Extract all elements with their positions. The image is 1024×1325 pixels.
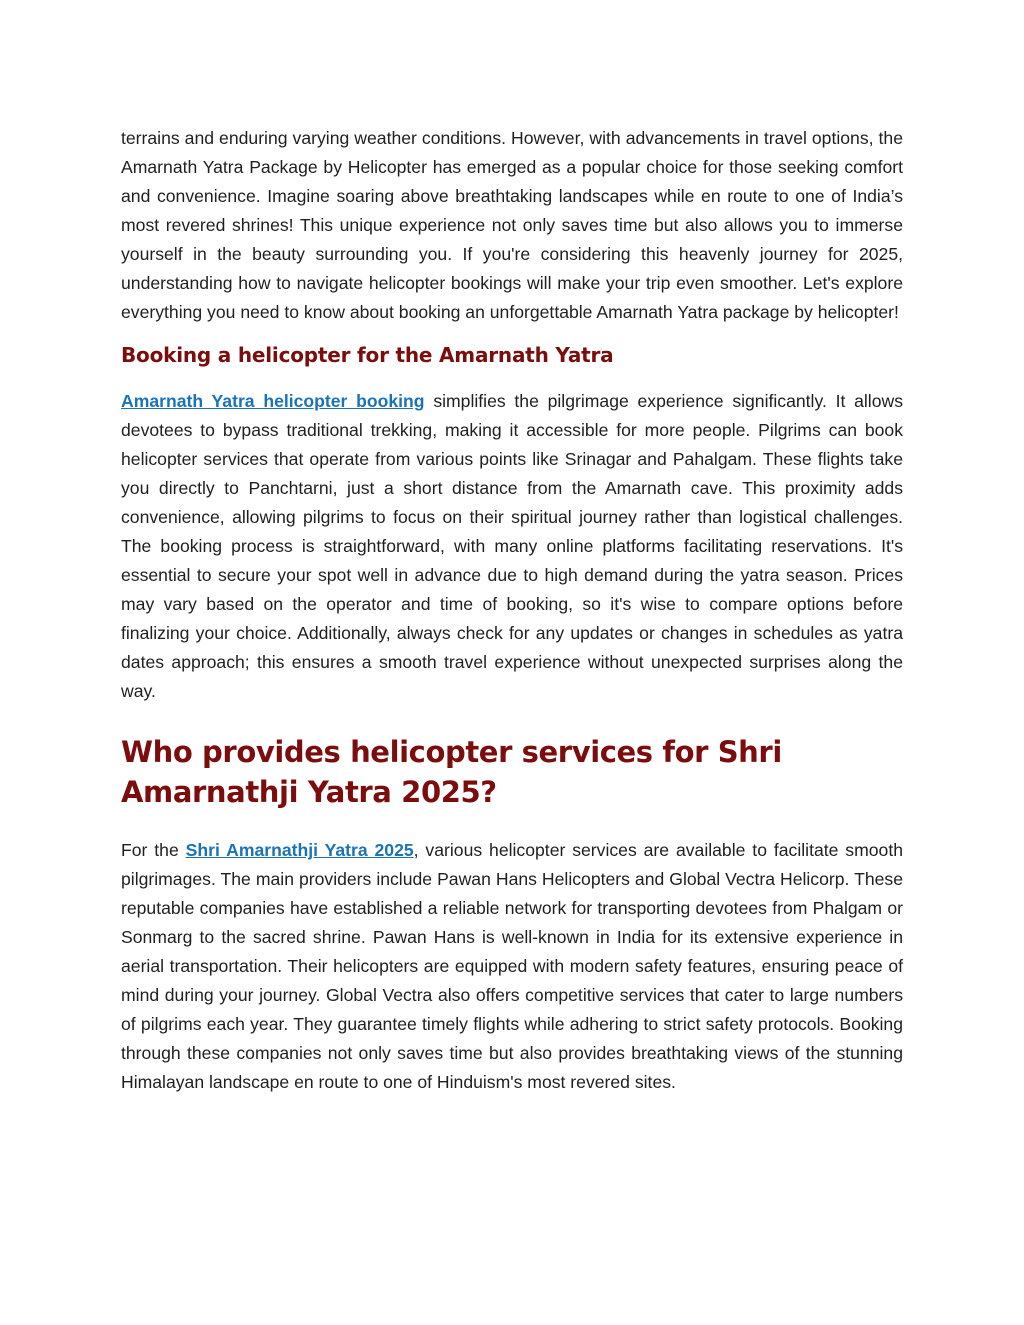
- intro-text: terrains and enduring varying weather conditions. However, with advancements in travel options, the Amarnath Yatra Package by Helicopter has emerged as a popular choice for those seeking comfort and convenience. Imagine soaring above breathtaking landscapes while en route to one of India’s most revered shrines! This unique experience not only saves time but also allows you to immerse yourself in the beauty surrounding you. If you're considering this heavenly journey for 2025, understanding how to navigate helicopter bookings will make your trip even smoother. Let's explore everything you need to know about booking an unforgettable Amarnath Yatra package by helicopter!: [121, 128, 903, 322]
- providers-text-after: , various helicopter services are available to facilitate smooth pilgrimages. The main providers include Pawan Hans Helicopters and Global Vectra Helicorp. These reputable companies have established a reliable network for transporting devotees from Phalgam or Sonmarg to the sacred shrine. Pawan Hans is well-known in India for its extensive experience in aerial transportation. Their helicopters are equipped with modern safety features, ensuring peace of mind during your journey. Global Vectra also offers competitive services that cater to large numbers of pilgrims each year. They guarantee timely flights while adhering to strict safety protocols. Booking through these companies not only saves time but also provides breathtaking views of the stunning Himalayan landscape en route to one of Hinduism's most revered sites.: [121, 840, 903, 1092]
- providers-text-before: For the: [121, 840, 179, 860]
- providers-paragraph: [121, 836, 903, 1097]
- amarnath-helicopter-booking-link[interactable]: Amarnath Yatra helicopter booking: [121, 391, 425, 411]
- booking-text: simplifies the pilgrimage experience significantly. It allows devotees to bypass traditional trekking, making it accessible for more people. Pilgrims can book helicopter services that operate from various points like Srinagar and Pahalgam. These flights take you directly to Panchtarni, just a short distance from the Amarnath cave. This proximity adds convenience, allowing pilgrims to focus on their spiritual journey rather than logistical challenges. The booking process is straightforward, with many online platforms facilitating reservations. It's essential to secure your spot well in advance due to high demand during the yatra season. Prices may vary based on the operator and time of booking, so it's wise to compare options before finalizing your choice. Additionally, always check for any updates or changes in schedules as yatra dates approach; this ensures a smooth travel experience without unexpected surprises along the way.: [121, 391, 903, 701]
- shri-amarnathji-yatra-link[interactable]: Shri Amarnathji Yatra 2025: [185, 840, 414, 860]
- providers-heading: Who provides helicopter services for Shri Amarnathji Yatra 2025?: [121, 735, 782, 809]
- document-page: [121, 124, 903, 1097]
- booking-heading: Booking a helicopter for the Amarnath Yatra: [121, 343, 614, 367]
- booking-paragraph: [121, 387, 903, 706]
- intro-paragraph: [121, 124, 903, 327]
